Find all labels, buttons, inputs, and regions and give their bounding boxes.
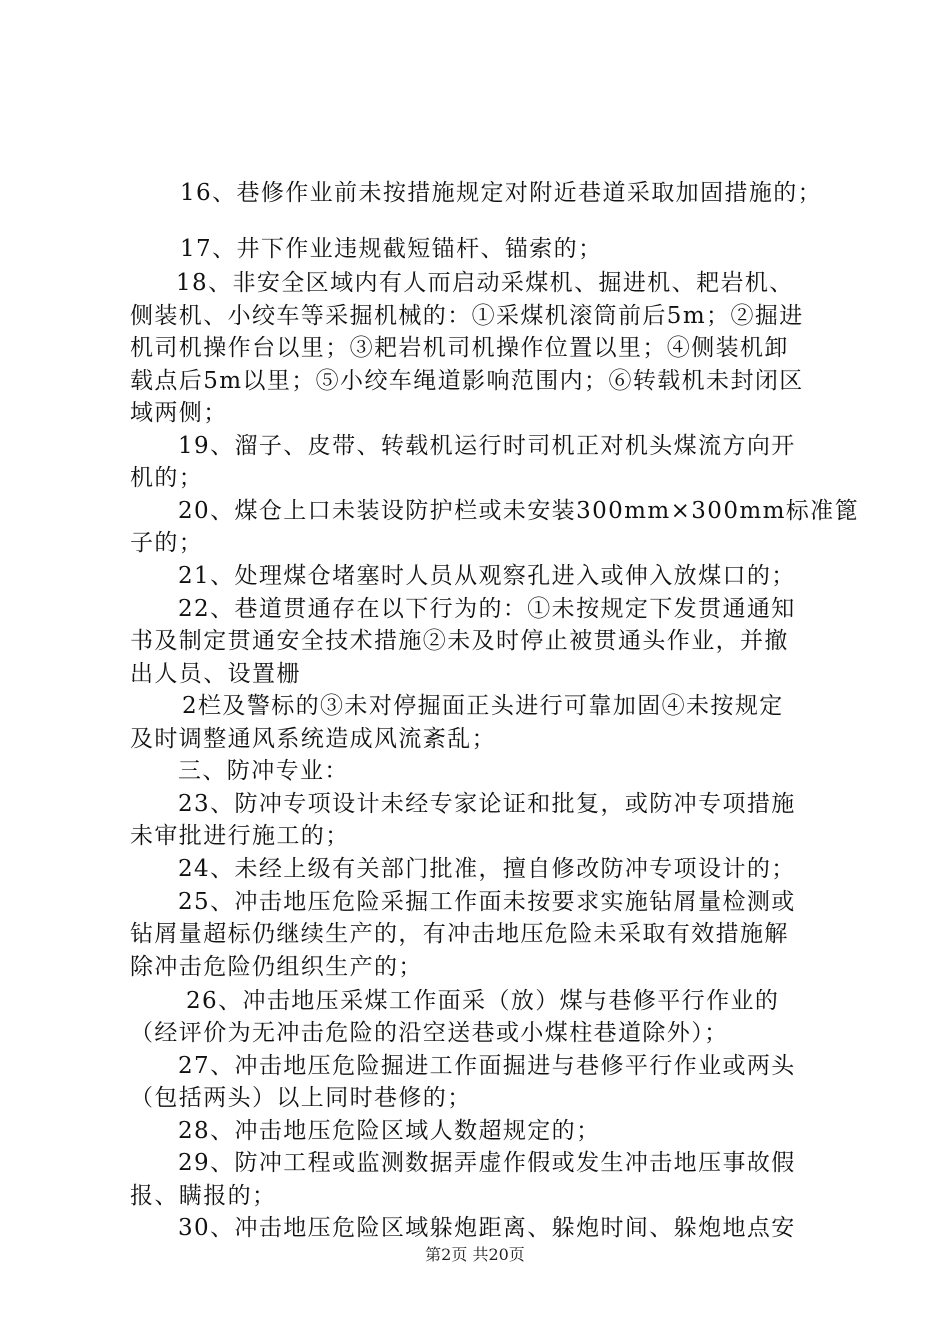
text-line-28: 28、冲击地压危险区域人数超规定的； [178, 1118, 601, 1144]
text-line-26: 26、冲击地压采煤工作面采（放）煤与巷修平行作业的 [186, 988, 780, 1014]
text-line-22b: 书及制定贯通安全技术措施②未及时停止被贯通头作业，并撤 [130, 628, 789, 654]
text-line-29: 29、防冲工程或监测数据弄虚作假或发生冲击地压事故假 [178, 1150, 796, 1176]
text-line-16: 16、巷修作业前未按措施规定对附近巷道采取加固措施的； [180, 180, 823, 206]
text-line-25c: 除冲击危险仍组织生产的； [130, 954, 423, 980]
text-line-22c: 出人员、设置栅 [130, 661, 301, 687]
text-line-18b: 侧装机、小绞车等采掘机械的：①采煤机滚筒前后5m；②掘进 [130, 303, 804, 329]
text-line-25b: 钻屑量超标仍继续生产的，有冲击地压危险未采取有效措施解 [130, 921, 789, 947]
text-line-29b: 报、瞒报的； [130, 1183, 277, 1209]
page-footer: 第2页 共20页 [425, 1245, 525, 1264]
text-line-20: 20、煤仓上口未装设防护栏或未安装300mm×300mm标准篦 [178, 498, 859, 524]
text-line-27: 27、冲击地压危险掘进工作面掘进与巷修平行作业或两头 [178, 1053, 796, 1079]
text-line-18c: 机司机操作台以里；③耙岩机司机操作位置以里；④侧装机卸 [130, 335, 789, 361]
text-line-18: 18、非安全区域内有人而启动采煤机、掘进机、耙岩机、 [176, 270, 794, 296]
text-line-27b: （包括两头）以上同时巷修的； [130, 1085, 472, 1111]
text-line-22d: 2栏及警标的③未对停掘面正头进行可靠加固④未按规定 [182, 693, 784, 719]
text-line-26b: （经评价为无冲击危险的沿空送巷或小煤柱巷道除外）； [130, 1020, 729, 1046]
text-line-17: 17、井下作业违规截短锚杆、锚索的； [180, 236, 603, 262]
text-line-19b: 机的； [130, 465, 204, 491]
text-line-18d: 载点后5m以里；⑤小绞车绳道影响范围内；⑥转载机未封闭区 [130, 368, 804, 394]
section-heading: 三、防冲专业： [178, 758, 349, 784]
text-line-22: 22、巷道贯通存在以下行为的：①未按规定下发贯通通知 [178, 596, 796, 622]
text-line-23b: 未审批进行施工的； [130, 823, 350, 849]
text-line-24: 24、未经上级有关部门批准，擅自修改防冲专项设计的； [178, 856, 796, 882]
text-line-23: 23、防冲专项设计未经专家论证和批复，或防冲专项措施 [178, 791, 796, 817]
text-line-21: 21、处理煤仓堵塞时人员从观察孔进入或伸入放煤口的； [178, 563, 796, 589]
text-line-25: 25、冲击地压危险采掘工作面未按要求实施钻屑量检测或 [178, 889, 796, 915]
text-line-19: 19、溜子、皮带、转载机运行时司机正对机头煤流方向开 [178, 433, 796, 459]
text-line-18e: 域两侧； [130, 400, 228, 426]
text-line-22e: 及时调整通风系统造成风流紊乱； [130, 726, 496, 752]
text-line-20b: 子的； [130, 530, 204, 556]
text-line-30: 30、冲击地压危险区域躲炮距离、躲炮时间、躲炮地点安 [178, 1215, 796, 1241]
